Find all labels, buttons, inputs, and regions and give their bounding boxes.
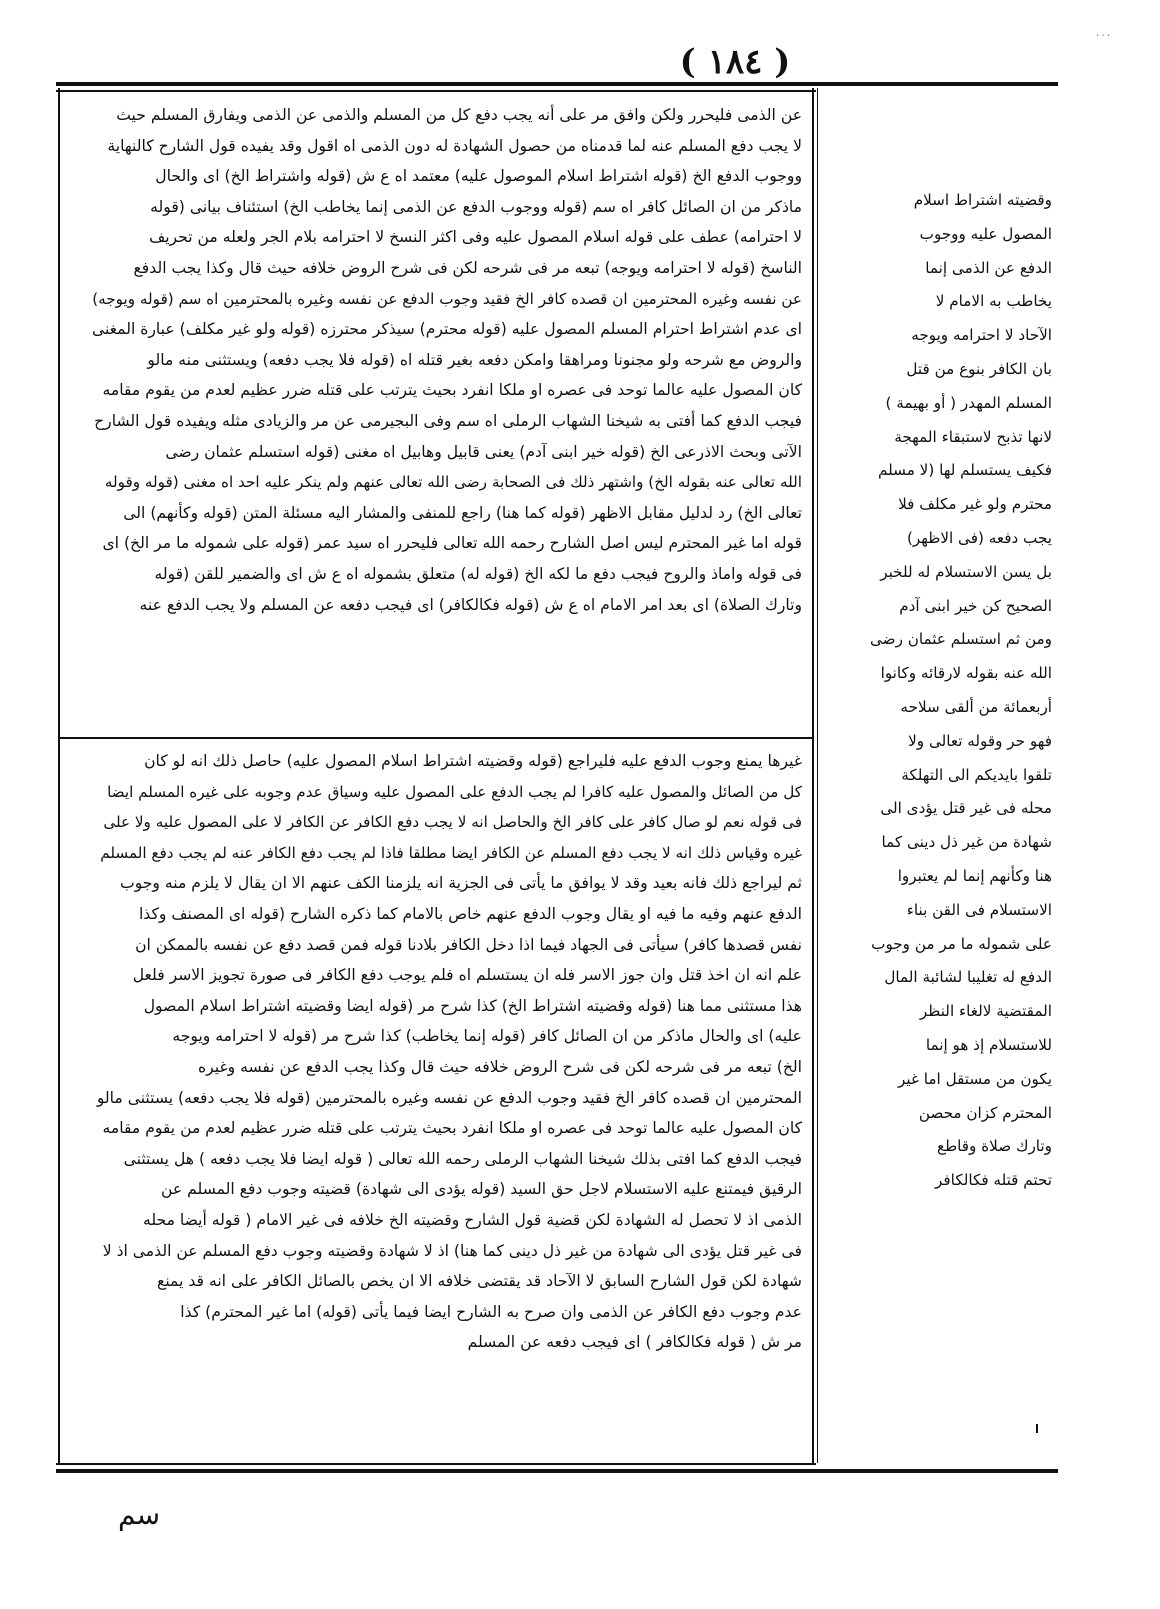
margin-tick-mark <box>1036 1424 1038 1433</box>
margin-line: أربعمائة من ألقى سلاحه <box>900 697 1052 716</box>
lower-line: عليه) اى والحال ماذكر من ان الصائل كافر (قوله إنما يخاطب) كذا شرح مر (قوله لا احترامه ويوجه <box>172 1027 802 1046</box>
page-number: ( ١٨٤ ) <box>679 42 791 82</box>
main-column-right-border-inner <box>817 88 818 1463</box>
margin-line: هنا وكأنهم إنما لم يعتبروا <box>897 866 1052 885</box>
bottom-rule-thin <box>56 1463 816 1465</box>
margin-line: الصحيح كن خير ابنى آدم <box>899 596 1052 615</box>
margin-line: الاستسلام فى القن بناء <box>906 900 1052 919</box>
margin-line: يكون من مستقل اما غير <box>898 1069 1052 1088</box>
top-rule-thin <box>56 90 816 92</box>
margin-line: الآحاد لا احترامه ويوجه <box>911 326 1052 345</box>
upper-line: ماذكر من ان الصائل كافر اه سم (قوله ووجوب الدفع عن الذمى إنما يخاطب الخ) استئناف بيانى (قوله <box>150 197 802 216</box>
upper-line: وتارك الصلاة) اى بعد امر الامام اه ع ش (قوله فكالكافر) اى فيجب دفعه عن المسلم ولا يجب الدفع عنه <box>139 595 802 614</box>
margin-line: شهادة من غير ذل دينى كما <box>881 833 1052 852</box>
upper-line: فيجب الدفع كما أفتى به شيخنا الشهاب الرملى اه سم وفى البجيرمى عن مر والزيادى مثله ويفيده قول الشارح <box>94 411 802 430</box>
lower-line: غيره وقياس ذلك انه لا يجب دفع المسلم عن الكافر ايضا مطلقا فاذا لم يجب دفع الكافر عنه لم يجب دفع المسلم <box>100 843 802 862</box>
lower-line: غيرها يمنع وجوب الدفع عليه فليراجع (قوله وقضيته اشتراط اسلام المصول عليه) حاصل ذلك انه لو كان <box>144 752 802 770</box>
upper-line: لا احترامه) عطف على قوله اسلام المصول عليه وفى اكثر النسخ لا احترامه بلام الجر ولعله من تحريف <box>149 228 802 247</box>
lower-line: علم انه ان اخذ قتل وان جوز الاسر فله ان يستسلم اه فلم يوجب دفع الكافر فى صورة تجويز الاسر فلعل <box>132 966 802 985</box>
upper-line: قوله اما غير المحترم ليس اصل الشارح رحمه الله تعالى فليحرر اه سيد عمر (قوله على شموله ما مر الخ) اى <box>102 534 802 553</box>
top-rule-thick <box>56 82 1058 86</box>
margin-line: يجب دفعه (فى الاظهر) <box>906 528 1052 547</box>
lower-line: فيجب الدفع كما افتى بذلك شيخنا الشهاب الرملى رحمه الله تعالى ( قوله ايضا فلا يجب دفعه ) هل يستثنى <box>123 1149 802 1168</box>
margin-line: تحتم قتله فكالكافر <box>935 1171 1052 1190</box>
upper-line: كان المصول عليه عالما توحد فى عصره او ملكا انفرد بحيث يترتب على قتله ضرر عظيم لعدم من يقوم مقامه <box>102 381 802 400</box>
margin-line: الدفع عن الذمى إنما <box>925 258 1052 277</box>
section-divider <box>60 737 812 739</box>
margin-line: فهو حر وقوله تعالى ولا <box>908 731 1052 750</box>
corner-mark: ٠٠٠ <box>1095 30 1112 41</box>
margin-line: الدفع له تغليبا لشائبة المال <box>884 968 1052 987</box>
lower-line: المحترمين ان قصده كافر الخ فقيد وجوب الدفع عن نفسه وغيره بالمحترمين (قوله فلا يجب دفعه) يستثنى مالو <box>96 1088 802 1107</box>
margin-line: لانها تذبح لاستبقاء المهجة <box>894 427 1052 446</box>
margin-line: فكيف يستسلم لها (لا مسلم <box>878 461 1052 480</box>
upper-commentary-block <box>90 100 802 730</box>
lower-line: ثم ليراجع ذلك فانه بعيد وقد لا يوافق ما يأتى فى الجزية انه يلزمنا الكف عنهم الا ان يقال لا يلزم منه وجوب <box>120 874 802 893</box>
margin-line: محله فى غير قتل يؤدى الى <box>880 799 1052 818</box>
lower-commentary-block <box>90 746 802 1456</box>
lower-line: كل من الصائل والمصول عليه كافرا لم يجب الدفع على المصول عليه وسياق عدم وجوبه على غيره المسلم ايضا <box>107 782 802 801</box>
upper-line: الله تعالى عنه بقوله الخ) واشتهر ذلك فى الصحابة رضى الله تعالى عنهم ولم ينكر عليه احد اه مغنى (قوله وقوله <box>104 473 802 492</box>
lower-line: نفس قصدها كافر) سيأتى فى الجهاد فيما اذا دخل الكافر بلادنا قوله فمن قصد دفع عن نفسه بالممكن ان <box>135 935 802 954</box>
bottom-rule-thick <box>56 1469 1058 1473</box>
upper-line: والروض مع شرحه ولو مجنونا ومراهقا وامكن دفعه بغير قتله اه (قوله فلا يجب دفعه) ويستثنى منه مالو <box>147 350 802 369</box>
margin-line: بل يسن الاستسلام له للخبر <box>880 562 1052 581</box>
upper-line: فى قوله واماذ والروح فيجب دفع ما لكه الخ (قوله له) متعلق بشموله اه ع ش اى والضمير للقن (قوله <box>154 564 802 583</box>
margin-line: على شموله ما مر من وجوب <box>871 934 1052 953</box>
signature-mark: سم <box>118 1498 161 1531</box>
lower-line: الذمى اذ لا تحصل له الشهادة لكن قضية قول الشارح وقضيته الخ خلافه فى غير الامام ( قوله أيضا محله <box>142 1210 802 1229</box>
main-column-left-border <box>58 88 60 1463</box>
upper-line: الآتى وبحث الاذرعى الخ (قوله خير ابنى آدم) يعنى قابيل وهابيل اه مغنى (قوله استسلم عثمان رضى <box>165 442 802 461</box>
margin-line: تلقوا بايديكم الى التهلكة <box>901 765 1052 784</box>
lower-line: الخ) تبعه مر فى شرحه لكن فى شرح الروض خلافه حيث قال وكذا يجب الدفع عن نفسه وغيره <box>198 1057 802 1076</box>
margin-line: الله عنه بقوله لارقائه وكانوا <box>880 664 1052 683</box>
lower-line: الرقيق فيمتنع عليه الاستسلام لاجل حق السيد (قوله يؤدى الى شهادة) قضيته وجوب دفع المسلم عن <box>161 1180 802 1199</box>
margin-line: بان الكافر بنوع من قتل <box>906 359 1052 378</box>
upper-line: عن الذمى فليحرر ولكن وافق مر على أنه يجب دفع كل من المسلم والذمى عن الذمى ويفارق المسلم حيث <box>116 106 802 124</box>
margin-line: للاستسلام إذ هو إنما <box>925 1035 1052 1054</box>
lower-line: فى غير قتل يؤدى الى شهادة من غير ذل دينى كما هنا) اذ لا شهادة وقضيته وجوب دفع المسلم عن الذمى اذ لا <box>102 1241 802 1260</box>
lower-line: فى قوله نعم لو صال كافر على كافر الخ والحاصل انه لا يجب دفع الكافر عن الكافر لا على المصول عليه ولا على <box>103 813 802 832</box>
upper-line: لا يجب دفع المسلم عنه لما قدمناه من حصول الشهادة له دون الذمى اه اقول وقد يفيده قول الشارح كالنهاية <box>107 136 802 155</box>
margin-line: المصول عليه ووجوب <box>919 224 1052 243</box>
upper-line: الناسخ (قوله لا احترامه ويوجه) تبعه مر فى شرحه لكن فى شرح الروض خلافه حيث قال وكذا يجب الدفع <box>133 258 802 277</box>
margin-line: المسلم المهدر ( أو بهيمة ) <box>885 393 1052 412</box>
margin-line: ومن ثم استسلم عثمان رضى <box>870 630 1052 649</box>
margin-line: المقتضية لالغاء النظر <box>919 1002 1052 1021</box>
lower-line: عدم وجوب دفع الكافر عن الذمى وان صرح به الشارح ايضا فيما يأتى (قوله) اما غير المحترم) كذا <box>180 1302 802 1321</box>
margin-line: محترم ولو غير مكلف فلا <box>898 495 1052 514</box>
margin-line: المحترم كزان محصن <box>918 1103 1052 1122</box>
margin-line: وتارك صلاة وقاطع <box>936 1137 1052 1156</box>
margin-line: يخاطب به الامام لا <box>935 292 1052 311</box>
upper-line: تعالى الخ) رد لدليل مقابل الاظهر (قوله كما هنا) راجع للمنفى والمشار اليه مسئلة المتن (قوله وكأنهم) الى <box>123 503 802 522</box>
lower-line: شهادة لكن قول الشارح السابق لا الآحاد قد يقتضى خلافه الا ان يخص بالصائل الكافر على انه قد يمنع <box>157 1272 802 1291</box>
upper-line: ووجوب الدفع الخ (قوله اشتراط اسلام الموصول عليه) معتمد اه ع ش (قوله واشتراط الخ) اى والحال <box>155 167 802 186</box>
margin-main-text <box>830 184 1052 1244</box>
lower-line: كان المصول عليه عالما توحد فى عصره او ملكا انفرد بحيث يترتب على قتله ضرر عظيم لعدم من يقوم مقامه <box>102 1119 802 1138</box>
lower-line: هذا مستثنى مما هنا (قوله وقضيته اشتراط الخ) كذا شرح مر (قوله ايضا وقضيته اشتراط اسلام المصول <box>143 996 802 1015</box>
upper-line: عن نفسه وغيره المحترمين ان قصده كافر الخ فقيد وجوب الدفع عن نفسه وغيره بالمحترمين اه سم (قوله ويوجه) <box>92 289 802 308</box>
margin-line: وقضيته اشتراط اسلام <box>913 191 1052 209</box>
lower-line: مر ش ( قوله فكالكافر ) اى فيجب دفعه عن المسلم <box>467 1333 802 1352</box>
lower-line: الدفع عنهم وفيه ما فيه او يقال وجوب الدفع عنهم خاص بالامام كما ذكره الشارح (قوله اى المصنف وكذا <box>138 904 802 923</box>
main-column-right-border <box>812 88 814 1463</box>
upper-line: اى عدم اشتراط احترام المسلم المصول عليه (قوله محترم) سيذكر محترزه (قوله ولو غير مكلف) عبارة المغنى <box>91 320 802 339</box>
